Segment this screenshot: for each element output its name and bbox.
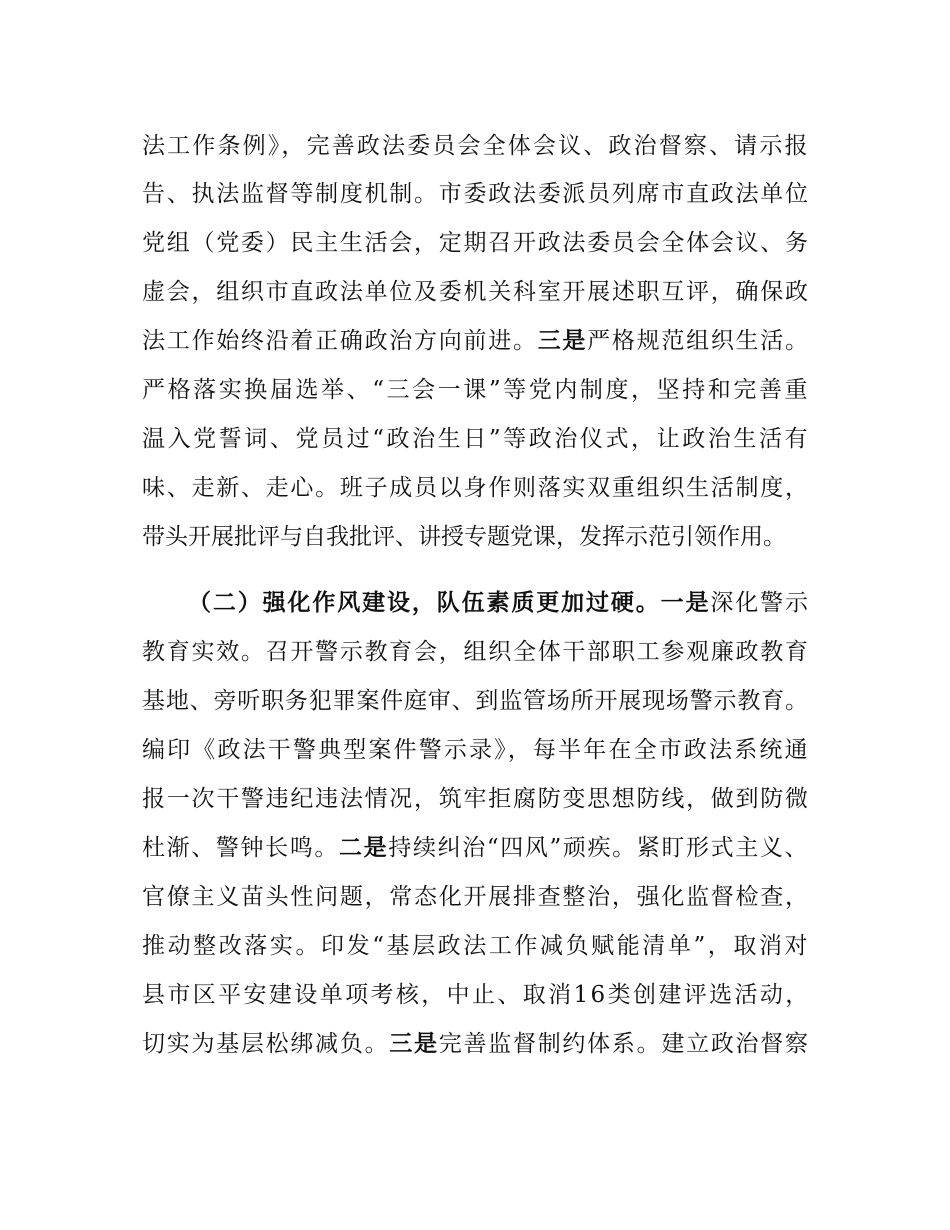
text-line (142, 174, 810, 214)
text-run: 严格落实换届选举、“三会一课”等党内制度，坚持和完善重 (142, 377, 811, 403)
point-marker-three: 三是 (389, 1030, 439, 1057)
text-run: 深化警示 (710, 590, 810, 616)
text-run: 县市区平安建设单项考核，中止、取消16类创建评选活动， (142, 982, 811, 1008)
text-line (142, 419, 810, 459)
text-run: 党组（党委）民主生活会，定期召开政法委员会全体会议、务 (142, 230, 810, 256)
text-run: 编印《政法干警典型案件警示录》，每半年在全市政法系统通 (142, 737, 810, 763)
text-run: 味、走新、走心。班子成员以身作则落实双重组织生活制度， (142, 475, 810, 501)
text-run: 虚会，组织市直政法单位及委机关科室开展述职互评，确保政 (142, 279, 810, 305)
text-line (142, 632, 810, 672)
text-run: 温入党誓词、党员过“政治生日”等政治仪式，让政治生活有 (142, 426, 811, 452)
text-run: 教育实效。召开警示教育会，组织全体干部职工参观廉政教育 (142, 639, 810, 665)
text-run: 带头开展批评与自我批评、讲授专题党课，发挥示范引领作用。 (142, 524, 786, 550)
text-run: 法工作条例》，完善政法委员会全体会议、政治督察、请示报 (142, 133, 810, 159)
text-run: 严格规范组织生活。 (587, 328, 810, 354)
text-line (142, 517, 786, 557)
text-run: 推动整改落实。印发“基层政法工作减负赋能清单”，取消对 (142, 933, 811, 959)
text-line (142, 272, 810, 312)
text-line (142, 223, 810, 263)
text-run: 持续纠治“四风”顽疾。紧盯形式主义、 (388, 835, 810, 861)
text-line (142, 468, 810, 508)
text-run: 告、执法监督等制度机制。市委政法委派员列席市直政法单位 (142, 181, 810, 207)
text-run: 法工作始终沿着正确政治方向前进。 (142, 328, 538, 354)
text-line (142, 877, 810, 917)
text-line (142, 126, 810, 166)
point-marker-three: 三是 (537, 327, 588, 354)
text-line (142, 730, 810, 770)
text-line (142, 370, 810, 410)
section-heading-line (188, 583, 810, 623)
text-line (142, 681, 809, 721)
text-run: 基地、旁听职务犯罪案件庭审、到监管场所开展现场警示教育。 (142, 688, 809, 714)
text-run: 官僚主义苗头性问题，常态化开展排查整治，强化监督检查， (142, 884, 810, 910)
text-run: 杜渐、警钟长鸣。 (142, 835, 340, 861)
point-marker-two: 二是 (339, 834, 389, 861)
text-line (142, 321, 810, 361)
text-run: 报一次干警违纪违法情况，筑牢拒腐防变思想防线，做到防微 (142, 786, 810, 812)
point-marker-one: 一是 (660, 589, 711, 616)
text-run: 完善监督制约体系。建立政治督察 (438, 1031, 810, 1057)
text-line (142, 975, 811, 1015)
text-line (142, 779, 810, 819)
section-heading: （二）强化作风建设，队伍素质更加过硬。 (188, 589, 661, 616)
text-line (142, 1024, 810, 1064)
text-line (142, 828, 809, 868)
text-line (142, 926, 810, 966)
text-run: 切实为基层松绑减负。 (142, 1031, 390, 1057)
